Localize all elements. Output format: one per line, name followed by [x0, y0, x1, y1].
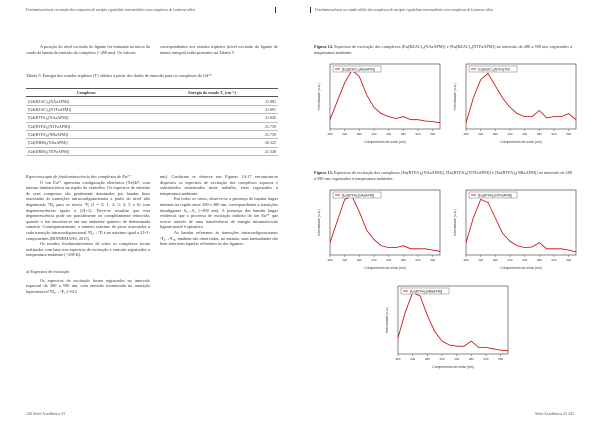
intro-paragraph: A posição do nível excitado do ligante foi estimada no início da cauda da banda de emissão do complexo (~450 nm). Os valores — [26, 44, 150, 55]
section-heading: Espectroscopia de fotoluminescência dos complexos de Eu³⁺ — [26, 174, 131, 179]
x-axis-label: Comprimento de onda (nm) — [364, 266, 406, 270]
x-tick-label: 360 — [424, 357, 430, 361]
figure-15-caption: Figura 15. Espectros de excitação dos complexos [Eu(BTFA)₃(NAaAPM)], [Eu(BTFA)₃(NTFaAPM)] e [Eu(BTFA)₃(NBaAPM)] no intervalo de 280 a 590 nm, registrados à temperatura ambiente. — [314, 170, 573, 181]
x-tick-label: 360 — [356, 132, 362, 136]
legend-label: [Eu(BTFA)₃(NBaAPM)] — [410, 289, 443, 294]
series-line — [466, 199, 576, 252]
plot-frame — [466, 64, 576, 129]
legend-label: [Eu(BZAC)₃(NAaAPM)] — [342, 67, 375, 72]
y-axis-label: Intensidade (u.a.) — [453, 83, 457, 110]
x-tick-label: 520 — [551, 132, 557, 136]
left-running-head: Fotoluminescência em estudo dos compostos de európio e gadolínio intermediário com complexos de Lanterna sílica — [26, 8, 195, 12]
table-row: [Gd(BTFA)₃(NAaAPM)] 21.645 — [28, 115, 276, 121]
x-tick-label: 440 — [386, 258, 392, 262]
x-tick-label: 520 — [415, 132, 421, 136]
plot-frame — [330, 64, 440, 129]
series-line — [398, 293, 508, 351]
x-tick-label: 440 — [522, 132, 528, 136]
x-tick-label: 280 — [463, 258, 469, 262]
table-row: [Gd(DBM)₃(NTFaAPM)] 21.348 — [28, 148, 276, 154]
y-axis-label: Intensidade (u.a.) — [453, 209, 457, 236]
y-axis-label: Intensidade (u.a.) — [385, 306, 389, 334]
series-line — [330, 196, 440, 251]
plot-frame — [398, 286, 508, 354]
x-tick-label: 560 — [430, 132, 436, 136]
figure-14b-chart — [450, 60, 580, 145]
left-text-column: Espectroscopia de fotoluminescência dos complexos de Eu³⁺ O íon Eu³⁺ apresenta configuração eletrônica [Xe]4f⁶, com intensa luminescência na região do vermelho. Os espectros de emissão de seus compostos são geralmente dominados por bandas finas associadas às transições intraconfiguracionais a partir do nível não degenerado ⁵D₀ para os níveis ⁷Fⱼ (J = 0, 1, 2, 3, 4, 5 e 6) com degenerescências iguais a (2J+1). Deve-se ressaltar que esta degenerescência pode ser parcialmente ou completamente removida, quando o íon encontra-se em um ambiente químico de determinada simetria. Consequentemente, o número máximo de picos associados a cada transição intraconfiguracional ⁵D₀→⁷Fⱼ é no máximo igual a 2J+1-componentes (BINNEMANS, 2015). Os estudos fotoluminescentes de todos os complexos foram realizados com base nos espectros de excitação e emissão registrados a temperatura ambiente (~298 K). a) Espectros de excitação Os espectros de excitação foram registrados no intervalo espectral de 280 a 590 nm, com emissão monitorada na transição hipersensível ⁵D₀→⁷F₂ (~612 — [26, 174, 150, 294]
right-page — [300, 0, 600, 424]
x-tick-label: 560 — [498, 357, 504, 361]
table-row: [Gd(BTFA)₃(NTFaAPM)] 21.739 — [28, 123, 276, 129]
x-tick-label: 320 — [478, 132, 484, 136]
x-tick-label: 560 — [566, 132, 572, 136]
x-tick-label: 400 — [371, 132, 377, 136]
x-tick-label: 280 — [463, 132, 469, 136]
x-axis-label: Comprimento de onda (nm) — [432, 365, 474, 369]
figure-15b-chart — [450, 186, 580, 271]
right-text-column: nm). Conforme se observa nas Figuras 14-17 encontram-se dispostos os espectros de excitação dos complexos aquosos e substituídos sintetizados neste trabalho, estes registrados à temperatura ambiente. Em todos os casos, observa-se a presença de bandas largas intensas na região entre 280 e 480 nm, correspondentes a transições intraligantes S₀→S₁ (~400 nm). A presença das bandas largas evidencia que o processo de excitação indireta do íon Eu³⁺ que ocorre através de uma transferência de energia intramolecular ligante-metal é operativo. As bandas referentes às transições intraconfiguracionais ⁷F₀→⁵L₆, também são observadas, no entanto, suas intensidades são bem inferiores àquelas referentes às dos ligantes. — [160, 174, 278, 247]
x-tick-label: 480 — [536, 258, 542, 262]
left-footer: 240 Série Acadêmica 23 — [26, 411, 65, 416]
x-tick-label: 400 — [507, 132, 513, 136]
table-caption: Tabela 5. Energia dos estados tripletos (T) obtidos a partir dos dados de emissão para os complexos de Gd³⁺. — [26, 73, 213, 78]
series-line — [466, 73, 576, 122]
x-tick-label: 320 — [342, 132, 348, 136]
x-tick-label: 440 — [522, 258, 528, 262]
table-row: [Gd(BTFA)₃(NBaAPM)] 21.739 — [28, 132, 276, 138]
x-tick-label: 520 — [483, 357, 489, 361]
x-tick-label: 560 — [566, 258, 572, 262]
subsection-heading: a) Espectros de excitação — [26, 268, 70, 274]
right-running-head-bar — [310, 7, 311, 13]
x-tick-label: 480 — [536, 132, 542, 136]
x-axis-label: Comprimento de onda (nm) — [500, 266, 542, 270]
plot-frame — [330, 190, 440, 255]
x-axis-label: Comprimento de onda (nm) — [364, 140, 406, 144]
x-tick-label: 440 — [454, 357, 460, 361]
triplet-energy-table — [26, 88, 278, 156]
x-tick-label: 480 — [400, 132, 406, 136]
figure-14a-chart — [314, 60, 444, 145]
figure-15a-chart — [314, 186, 444, 271]
x-tick-label: 440 — [386, 132, 392, 136]
x-tick-label: 480 — [468, 357, 474, 361]
x-tick-label: 360 — [356, 258, 362, 262]
x-tick-label: 360 — [492, 132, 498, 136]
table-header-complexes: Complexos — [26, 89, 146, 97]
right-footer: Série Acadêmica 23 241 — [535, 411, 574, 416]
figure-15c-chart — [382, 282, 512, 370]
x-tick-label: 520 — [551, 258, 557, 262]
x-tick-label: 280 — [327, 132, 333, 136]
x-tick-label: 280 — [395, 357, 401, 361]
legend-label: Eu(BZAC)₃(NTFa)·PM — [478, 67, 510, 72]
x-tick-label: 400 — [439, 357, 445, 361]
x-tick-label: 320 — [410, 357, 416, 361]
legend-label: [Eu(BTFA)₃(NAaAPM)] — [342, 193, 375, 198]
x-tick-label: 320 — [478, 258, 484, 262]
x-tick-label: 400 — [507, 258, 513, 262]
legend-label: [Eu(BTFA)₃(NTFaAPM)] — [478, 193, 513, 198]
y-axis-label: Intensidade (u.a.) — [317, 83, 321, 110]
table-row: [Gd(DBM)₃(NAaAPM)] 20.325 — [28, 140, 276, 146]
right-running-head: Fotoluminescência no estado sólido dos complexos de európio e gadolínio intermediário com complexos de Lanterna sílica — [315, 8, 493, 12]
x-tick-label: 320 — [342, 258, 348, 262]
x-tick-label: 520 — [415, 258, 421, 262]
figure-14-caption: Figura 14. Espectros de excitação dos complexos [Eu(BZAC)₃(NAaAPM)] e [Eu(BZAC)₃(NTFaAPM)] no intervalo de 280 a 590 nm, registrados à temperatura ambiente. — [314, 44, 572, 55]
x-tick-label: 280 — [327, 258, 333, 262]
table-row: [Gd(BZAC)₃(NTFaAPM)] 21.691 — [28, 106, 276, 112]
left-running-head-bar — [275, 7, 276, 13]
x-tick-label: 400 — [371, 258, 377, 262]
x-tick-label: 560 — [430, 258, 436, 262]
table-row: [Gd(BZAC)₃(NAaAPM)] 21.881 — [28, 98, 276, 104]
intro-paragraph-right: correspondentes aos estados tripletos (nível excitado do ligante de menor energia) estão presentes na Tabela 5. — [160, 44, 278, 55]
series-line — [330, 70, 440, 123]
table-header-energy: Energia do estado T₁ (cm⁻¹) — [146, 89, 278, 97]
x-tick-label: 480 — [400, 258, 406, 262]
x-axis-label: Comprimento de onda (nm) — [500, 140, 542, 144]
y-axis-label: Intensidade (u.a.) — [317, 209, 321, 236]
x-tick-label: 360 — [492, 258, 498, 262]
